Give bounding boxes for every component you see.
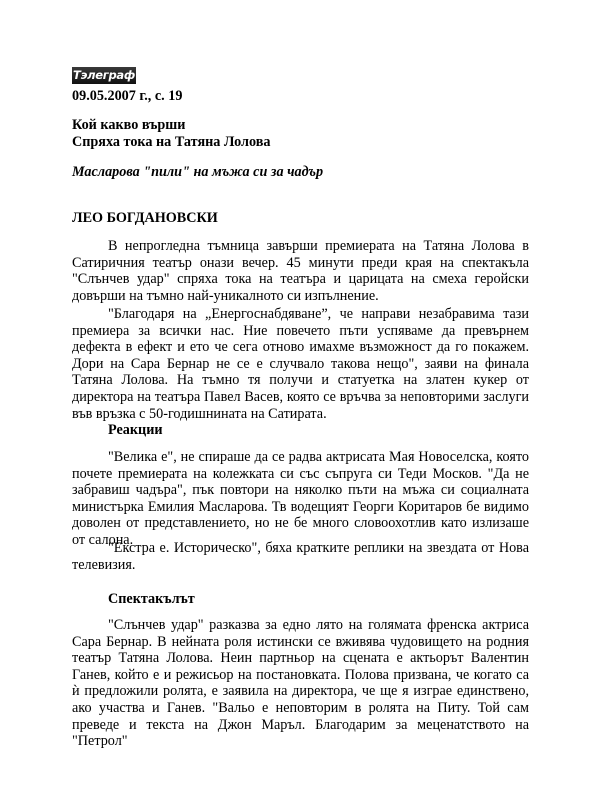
paragraph: "Благодаря на „Енергоснабдяване”, че направи незабравима тази премиера за всички нас. Ние повечето пъти успяваме да превърнем дефекта в ефект и ето че сега отново имахме възможност да го покажем. Дори на Сара Бернар не се е случвало такова нещо", заяви на финала Татяна Лолова. На тъмно тя получи и статуетка на златен кукер от директора на театъра Павел Васев, която се връчва за неповторими заслуги във връзка с 50-годишнината на Сатирата. (72, 306, 529, 422)
date-page-line: 09.05.2007 г., с. 19 (72, 88, 183, 104)
masthead-logo: Тэлеграф (73, 68, 135, 82)
paragraph: "Слънчев удар" разказва за едно лято на голямата френска актриса Сара Бернар. В нейната роля истински се вживява чудовището на родния театър Татяна Лолова. Неин партньор на сцената е актьорът Валентин Ганев, който е и режисьор на постановката. Полова призвана, че когато са ѝ предложили ролята, е заявила на директора, че ще я изграе единствено, ако участва и Ганев. "Вальо е неповторим в ролята на Питу. Той сам преведе и текста на Джон Маръл. Благодарим за меценатството на "Петрол" (72, 617, 529, 750)
column-kicker: Кой какво върши (72, 117, 186, 133)
paragraph: "Велика е", не спираше да се радва актрисата Мая Новоселска, която почете премиерата на колежката си със съпруга си Теди Москов. "Да не забравиш чадъра", пък повтори на няколко пъти на мъжа си социалната министърка Емилия Масларова. Тв водещият Георги Коритаров бе видимо доволен от представлението, но не бе много словоохотлив като излизаше от салона. (72, 449, 529, 548)
article-headline: Спряха тока на Татяна Лолова (72, 134, 271, 150)
section-heading-reactions: Реакции (108, 422, 163, 438)
article-author: ЛЕО БОГДАНОВСКИ (72, 210, 218, 226)
paragraph: В непрогледна тъмница завърши премиерата на Татяна Лолова в Сатиричния театър онази вечер. 45 минути преди края на спектакъла "Слънчев удар" спряха тока на театъра и царицата на смеха геройски довърши на тъмно най-уникалното си изпълнение. (72, 238, 529, 304)
paragraph: "Екстра е. Историческо", бяха кратките реплики на звездата от Нова телевизия. (72, 540, 529, 573)
article-subheadline: Масларова "пили" на мъжа си за чадър (72, 164, 324, 180)
section-heading-show: Спектакълът (108, 591, 195, 607)
